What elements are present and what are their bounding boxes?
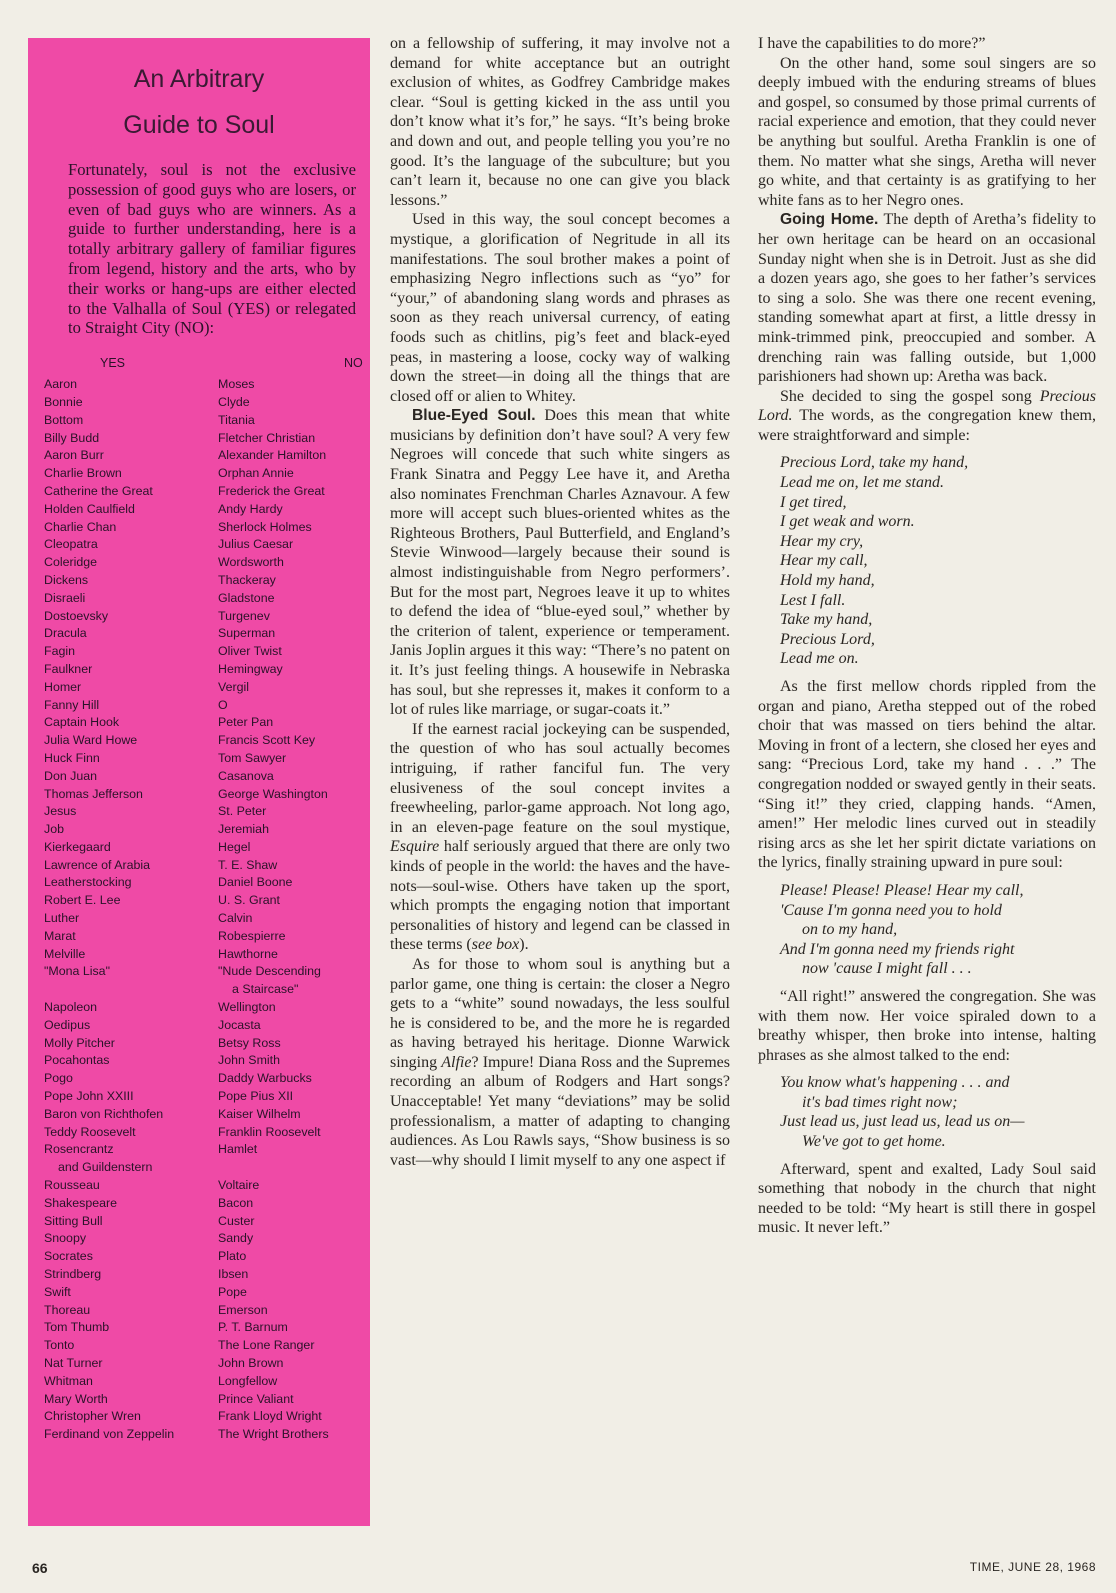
no-name: Sandy xyxy=(218,1231,254,1246)
no-name: Robespierre xyxy=(218,928,286,943)
yes-name: Strindberg xyxy=(44,1267,102,1282)
paragraph: As the first mellow chords rippled from the organ and piano, Aretha stepped out of the robed choir that was massed on tiers behind the altar. Moving in front of a lectern, she closed her eyes and sang: “Precious Lord, take my hand . . .” The congregation nodded or swayed gently in their seats. “Sing it!” they cried, clapping hands. “Amen, amen!” Her melodic lines curved out in steadily rising arcs as she let her spirit dictate variations on the lyrics, finally straining upward in pure soul: xyxy=(758,678,1096,872)
section-heading-blue-eyed-soul: Blue-Eyed Soul. xyxy=(412,407,536,425)
name-row xyxy=(28,732,370,750)
no-name: Wellington xyxy=(218,1000,276,1015)
name-row xyxy=(28,625,370,643)
lyrics-verse-1 xyxy=(780,453,1096,669)
no-name: Vergil xyxy=(218,679,249,694)
lyric-line: Precious Lord, take my hand, xyxy=(780,454,969,472)
no-name: Andy Hardy xyxy=(218,501,283,516)
lyric-line: You know what's happening . . . and xyxy=(780,1074,1010,1092)
name-row xyxy=(28,590,370,608)
yes-name: Captain Hook xyxy=(44,715,120,730)
yes-name: Dracula xyxy=(44,626,87,641)
yes-name: Lawrence of Arabia xyxy=(44,857,151,872)
no-header: NO xyxy=(344,356,363,371)
name-row xyxy=(28,1248,370,1266)
no-name: a Staircase" xyxy=(232,982,299,997)
no-name: John Smith xyxy=(218,1053,280,1068)
name-row xyxy=(28,821,370,839)
issue-date: TIME, JUNE 28, 1968 xyxy=(969,1560,1096,1574)
paragraph xyxy=(758,387,1096,446)
no-name: Oliver Twist xyxy=(218,644,282,659)
yes-name: Jesus xyxy=(44,804,77,819)
lyric-line: Take my hand, xyxy=(780,611,873,629)
yes-name: Job xyxy=(44,822,64,837)
yes-name: Leatherstocking xyxy=(44,875,132,890)
no-name: Hawthorne xyxy=(218,946,278,961)
no-name: Prince Valiant xyxy=(218,1391,294,1406)
yes-name: Cleopatra xyxy=(44,537,98,552)
no-name: Clyde xyxy=(218,394,250,409)
yes-name: Snoopy xyxy=(44,1231,87,1246)
lyrics-verse-3 xyxy=(780,1073,1096,1151)
yes-name: Sitting Bull xyxy=(44,1213,103,1228)
lyric-line: Hold my hand, xyxy=(780,572,875,590)
paragraph xyxy=(390,955,730,1171)
box-intro: Fortunately, soul is not the exclusive possession of good guys who are losers, or even of bad guys who are winners. As a guide to further understanding, here is a totally arbitrary gallery of familiar figures from legend, history and the arts, who by their works or hang-ups are either elected to the Valhalla of Soul (YES) or relegated to Straight City (NO): xyxy=(68,160,356,338)
no-name: Moses xyxy=(218,377,255,392)
name-row xyxy=(28,1391,370,1409)
name-row xyxy=(28,1035,370,1053)
name-row xyxy=(28,892,370,910)
name-row xyxy=(28,750,370,768)
no-name: Emerson xyxy=(218,1302,268,1317)
name-row xyxy=(28,963,370,981)
name-row xyxy=(28,910,370,928)
name-row xyxy=(28,1141,370,1159)
name-row xyxy=(28,786,370,804)
yes-name: Bonnie xyxy=(44,394,83,409)
paragraph: I have the capabilities to do more?” xyxy=(758,35,986,52)
no-name: O xyxy=(218,697,228,712)
no-name: Betsy Ross xyxy=(218,1035,281,1050)
paragraph: Used in this way, the soul concept becomes a mystique, a glorification of Negritude in all its manifestations. The soul brother makes a point of emphasizing Negro inflections such as “yo” for “your,” of abandoning slang words and phrases as soon as they reach universal currency, of eating foods such as chitlins, pig’s feet and black-eyed peas, in mastering a loose, cocky way of walking down the street—in doing all the things that are closed off or alien to Whitey. xyxy=(390,211,730,405)
yes-name: Shakespeare xyxy=(44,1195,118,1210)
see-box-note: see box xyxy=(471,936,520,954)
name-row xyxy=(28,981,370,999)
paragraph: On the other hand, some soul singers are so deeply imbued with the enduring streams of blues and gospel, so consumed by those primal currents of racial experience and emotion, that they could never be anything but soulful. Aretha Franklin is one of them. No matter what she sings, Aretha will never go white, and that certainty is as gratifying to her white fans as to her Negro ones. xyxy=(758,54,1096,209)
no-name: Julius Caesar xyxy=(218,537,294,552)
name-row xyxy=(28,857,370,875)
name-row xyxy=(28,554,370,572)
paragraph-text: She decided to sing the gospel song xyxy=(780,387,1032,405)
box-title xyxy=(28,56,370,148)
no-name: Custer xyxy=(218,1213,255,1228)
no-name: Peter Pan xyxy=(218,715,274,730)
paragraph xyxy=(390,406,730,720)
page-number: 66 xyxy=(32,1560,48,1576)
lyric-line: I get tired, xyxy=(780,493,847,511)
yes-name: Aaron xyxy=(44,377,78,392)
yes-name: Pope John XXIII xyxy=(44,1089,134,1104)
no-name: T. E. Shaw xyxy=(218,857,278,872)
name-row xyxy=(28,519,370,537)
name-row xyxy=(28,874,370,892)
paragraph-text: half seriously argued that there are only two kinds of people in the world: the haves and the have-nots—soul-wise. Others have taken up the sport, which prompts the engaging notion that important personalities of history and legend can be classed in these terms ( xyxy=(390,838,730,954)
name-row xyxy=(28,572,370,590)
name-row xyxy=(28,376,370,394)
no-name: Ibsen xyxy=(218,1267,249,1282)
lyric-line: 'Cause I'm gonna need you to hold xyxy=(780,901,1002,919)
lyric-line: Hear my call, xyxy=(780,552,868,570)
no-name: Turgenev xyxy=(218,608,270,623)
article-column-3 xyxy=(758,34,1096,1238)
yes-name: Catherine the Great xyxy=(44,483,153,498)
name-row xyxy=(28,661,370,679)
yes-name: Molly Pitcher xyxy=(44,1035,115,1050)
name-row xyxy=(28,1319,370,1337)
yes-name: Kierkegaard xyxy=(44,839,111,854)
lyric-line: Lead me on. xyxy=(780,650,859,668)
yes-name: "Mona Lisa" xyxy=(44,964,110,979)
yes-name: Teddy Roosevelt xyxy=(44,1124,136,1139)
name-row xyxy=(28,1106,370,1124)
yes-name: Bottom xyxy=(44,412,84,427)
yes-name: and Guildenstern xyxy=(58,1160,153,1175)
name-row xyxy=(28,839,370,857)
no-name: Franklin Roosevelt xyxy=(218,1124,321,1139)
name-row xyxy=(28,483,370,501)
paragraph-text: ). xyxy=(519,936,529,954)
no-name: Frank Lloyd Wright xyxy=(218,1409,322,1424)
yes-name: Robert E. Lee xyxy=(44,893,121,908)
section-heading-going-home: Going Home. xyxy=(780,211,879,229)
paragraph: Afterward, spent and exalted, Lady Soul said something that nobody in the church that night needed to be told: “My heart is still there in gospel music. It never left.” xyxy=(758,1160,1096,1237)
yes-name: Fanny Hill xyxy=(44,697,100,712)
paragraph-text: As for those to whom soul is anything but a parlor game, one thing is certain: the closer a Negro gets to a “white” sound nowadays, the less soulful he is considered to be, and the more he is regarded as having betrayed his heritage. Dionne Warwick singing xyxy=(390,955,730,1071)
no-name: Kaiser Wilhelm xyxy=(218,1106,301,1121)
box-title-line1: An Arbitrary xyxy=(133,65,265,93)
no-name: Alexander Hamilton xyxy=(218,448,327,463)
lyric-line: now 'cause I might fall . . . xyxy=(802,960,972,978)
no-name: Superman xyxy=(218,626,276,641)
paragraph-text: ? Impure! Diana Ross and the Supremes recording an album of Rodgers and Hart songs? Unacceptable! Yet many “deviations” may be solid professionalism, a matter of adapting to changing audiences. As Lou Rawls says, “Show business is so vast—why should I limit myself to any one aspect if xyxy=(390,1053,730,1169)
magazine-title: Esquire xyxy=(390,838,440,856)
lyric-line: it's bad times right now; xyxy=(802,1093,958,1111)
no-name xyxy=(232,1159,370,1177)
no-name: Pope xyxy=(218,1284,247,1299)
yes-name: Disraeli xyxy=(44,590,86,605)
yes-name: Whitman xyxy=(44,1373,93,1388)
name-row xyxy=(28,1213,370,1231)
yes-name: Nat Turner xyxy=(44,1356,103,1370)
paragraph-text: The words, as the congregation knew them, were straightforward and simple: xyxy=(758,407,1096,444)
no-name: Gladstone xyxy=(218,590,275,605)
yes-name: Mary Worth xyxy=(44,1391,108,1406)
lyric-line: Please! Please! Please! Hear my call, xyxy=(780,881,1024,899)
paragraph: “All right!” answered the congregation. She was with them now. Her voice spiraled down to a breathy whisper, then broke into intense, halting phrases as she almost talked to the end: xyxy=(758,987,1096,1064)
name-row xyxy=(28,465,370,483)
lyric-line: I get weak and worn. xyxy=(780,513,915,531)
no-name: Thackeray xyxy=(218,572,276,587)
yes-name: Charlie Chan xyxy=(44,519,117,534)
yes-name: Coleridge xyxy=(44,555,98,570)
names-list xyxy=(28,376,370,1444)
name-row xyxy=(28,679,370,697)
name-row xyxy=(28,536,370,554)
name-row xyxy=(28,1373,370,1391)
no-name: Plato xyxy=(218,1249,247,1264)
yes-name: Don Juan xyxy=(44,768,98,783)
paragraph: on a fellowship of suffering, it may involve not a demand for white acceptance but an outright exclusion of whites, as Godfrey Cambridge makes clear. “Soul is getting kicked in the ass until you don’t know what it’s for,” he says. “It’s being broke and down and out, and people telling you you’re no good. It’s the language of the subculture; but you can’t learn it, because no one can give you black lessons.” xyxy=(390,35,730,209)
box-title-line2: Guide to Soul xyxy=(123,111,275,139)
name-row xyxy=(28,1052,370,1070)
name-row xyxy=(28,1017,370,1035)
paragraph-text: The depth of Aretha’s fidelity to her own heritage can be heard on an occasional Sunday night when she is in Detroit. Just as she did a dozen years ago, she goes to her father’s services to sing a solo. She was there one recent evening, standing somewhat apart at first, a little dressy in mink-trimmed pink, preoccupied and somber. A drenching rain was falling outside, but 1,000 parishioners had shown up: Aretha was back. xyxy=(758,211,1096,386)
article-column-2 xyxy=(390,34,730,1170)
yes-name xyxy=(28,981,218,999)
no-name: Tom Sawyer xyxy=(218,750,287,765)
yes-name: Tom Thumb xyxy=(44,1320,110,1335)
yes-name: Tonto xyxy=(44,1338,75,1353)
yes-name: Faulkner xyxy=(44,661,93,676)
lyrics-verse-2 xyxy=(780,881,1096,979)
name-row xyxy=(28,412,370,430)
yes-name: Socrates xyxy=(44,1249,93,1264)
yes-name: Luther xyxy=(44,911,80,926)
yes-name: Pogo xyxy=(44,1071,73,1086)
no-name: George Washington xyxy=(218,786,328,801)
lyric-line: Lest I fall. xyxy=(780,591,846,609)
name-row xyxy=(28,946,370,964)
no-name: Orphan Annie xyxy=(218,466,294,481)
no-name: Hemingway xyxy=(218,661,283,676)
no-name: Bacon xyxy=(218,1195,254,1210)
yes-name: Dostoevsky xyxy=(44,608,109,623)
no-name: Calvin xyxy=(218,911,253,926)
name-row xyxy=(28,643,370,661)
no-name: Casanova xyxy=(218,768,274,783)
name-row xyxy=(28,714,370,732)
name-row xyxy=(28,1337,370,1355)
no-name: Jocasta xyxy=(218,1017,261,1032)
paragraph-text: Does this mean that white musicians by definition don’t have soul? A very few Negroes will concede that such white singers as Frank Sinatra and Peggy Lee have it, and Aretha also nominates Frenchman Charles Aznavour. A few more will accept such blues-oriented whites as the Righteous Brothers, Paul Butterfield, and England’s Stevie Winwood—largely because their sound is almost indistinguishable from Negro performers’. But for the most part, Negroes leave it up to whites to defend the idea of “blue-eyed soul,” whether by the criterion of talent, experience or temperament. Janis Joplin argues it this way: “There’s no patent on it. It’s just feeling things. A housewife in Nebraska has soul, but she represses it, makes it conform to a lot of rules like marriage, or sugar-coats it.” xyxy=(390,407,731,719)
name-row xyxy=(28,1355,370,1373)
paragraph xyxy=(390,720,730,955)
name-row xyxy=(28,1159,370,1177)
no-name: The Wright Brothers xyxy=(218,1427,329,1442)
name-row xyxy=(28,501,370,519)
no-name: Fletcher Christian xyxy=(218,430,316,445)
yes-name: Aaron Burr xyxy=(44,448,104,463)
name-row xyxy=(28,803,370,821)
no-name: Daddy Warbucks xyxy=(218,1071,312,1086)
no-name: U. S. Grant xyxy=(218,893,280,908)
name-row xyxy=(28,1408,370,1426)
yes-name: Dickens xyxy=(44,572,89,587)
no-name: P. T. Barnum xyxy=(218,1320,288,1335)
yes-name: Marat xyxy=(44,928,76,943)
yes-name: Pocahontas xyxy=(44,1053,110,1068)
yes-no-header xyxy=(28,356,370,370)
name-row xyxy=(28,1088,370,1106)
name-row xyxy=(28,1124,370,1142)
yes-name: Homer xyxy=(44,679,82,694)
lyric-line: on to my hand, xyxy=(802,921,898,939)
name-row xyxy=(28,928,370,946)
yes-name: Billy Budd xyxy=(44,430,100,445)
lyric-line: We've got to get home. xyxy=(802,1133,946,1151)
yes-name: Holden Caulfield xyxy=(44,501,135,516)
yes-name: Christopher Wren xyxy=(44,1409,141,1424)
yes-name: Thoreau xyxy=(44,1302,91,1317)
name-row xyxy=(28,394,370,412)
lyric-line: Precious Lord, xyxy=(780,630,875,648)
yes-name: Julia Ward Howe xyxy=(44,733,138,748)
paragraph xyxy=(758,210,1096,386)
yes-name: Thomas Jefferson xyxy=(44,786,143,801)
name-row xyxy=(28,1177,370,1195)
lyric-line: Lead me on, let me stand. xyxy=(780,474,944,492)
yes-name: Napoleon xyxy=(44,1000,98,1015)
no-name: Frederick the Great xyxy=(218,483,325,498)
no-name: Titania xyxy=(218,412,255,427)
name-row xyxy=(28,1195,370,1213)
no-name: Jeremiah xyxy=(218,822,269,837)
yes-name: Huck Finn xyxy=(44,750,100,765)
paragraph-text: If the earnest racial jockeying can be suspended, the question of who has soul actually becomes intriguing, if rather fanciful fun. The very elusiveness of the soul concept invites a freewheeling, parlor-game approach. Not long ago, in an eleven-page feature on the soul mystique, xyxy=(390,720,730,836)
no-name: Francis Scott Key xyxy=(218,733,316,748)
no-name: Pope Pius XII xyxy=(218,1089,294,1104)
yes-header: YES xyxy=(100,356,126,371)
yes-name: Swift xyxy=(44,1284,71,1299)
name-row xyxy=(28,999,370,1017)
yes-name: Rosencrantz xyxy=(44,1142,114,1157)
lyric-line: Hear my cry, xyxy=(780,532,864,550)
name-row xyxy=(28,1230,370,1248)
lyric-line: Just lead us, just lead us, lead us on— xyxy=(780,1113,1025,1131)
yes-name: Baron von Richthofen xyxy=(44,1106,164,1121)
name-row xyxy=(28,1070,370,1088)
yes-name: Ferdinand von Zeppelin xyxy=(44,1427,175,1442)
name-row xyxy=(28,697,370,715)
no-name: St. Peter xyxy=(218,804,267,819)
song-title: Alfie xyxy=(441,1053,472,1071)
guide-to-soul-box xyxy=(28,38,370,1526)
no-name: Voltaire xyxy=(218,1178,260,1193)
name-row xyxy=(28,430,370,448)
name-row xyxy=(28,768,370,786)
yes-name: Charlie Brown xyxy=(44,466,122,481)
name-row xyxy=(28,608,370,626)
no-name: The Lone Ranger xyxy=(218,1338,315,1353)
yes-name: Rousseau xyxy=(44,1178,100,1193)
no-name: John Brown xyxy=(218,1356,284,1370)
name-row xyxy=(28,1302,370,1320)
no-name: Hamlet xyxy=(218,1142,258,1157)
yes-name: Fagin xyxy=(44,644,75,659)
no-name: Sherlock Holmes xyxy=(218,519,312,534)
lyric-line: And I'm gonna need my friends right xyxy=(780,940,1015,958)
yes-name: Oedipus xyxy=(44,1017,91,1032)
yes-name: Melville xyxy=(44,946,86,961)
name-row xyxy=(28,447,370,465)
no-name: Daniel Boone xyxy=(218,875,293,890)
no-name: Hegel xyxy=(218,839,251,854)
name-row xyxy=(28,1426,370,1444)
no-name: Wordsworth xyxy=(218,555,284,570)
name-row xyxy=(28,1284,370,1302)
song-title: Precious Lord. xyxy=(758,387,1096,425)
no-name: Longfellow xyxy=(218,1373,278,1388)
name-row xyxy=(28,1266,370,1284)
no-name: "Nude Descending xyxy=(218,964,321,979)
